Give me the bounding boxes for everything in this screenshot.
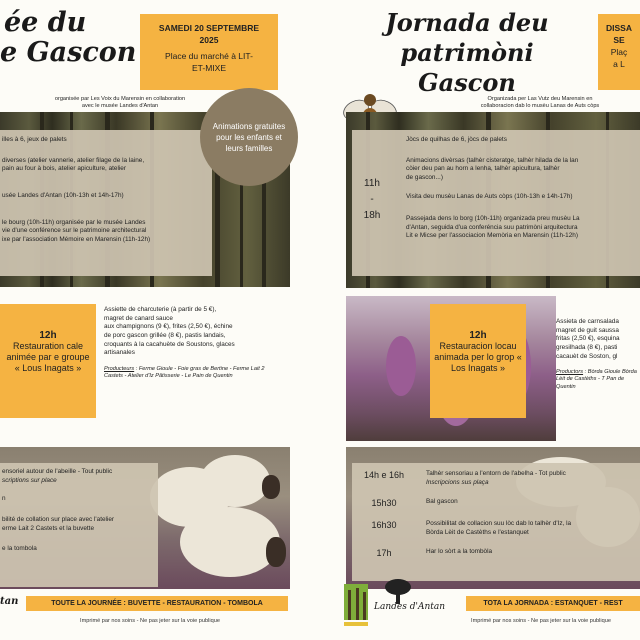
left-menu: [104, 306, 284, 380]
right-footer-banner-text: TOTA LA JORNADA : ESTANQUET - REST: [483, 600, 623, 607]
menu-line: fritas (2,50 €), esquina: [556, 335, 620, 343]
left-org-line2: avec le musée Landes d'Antan: [81, 103, 159, 110]
afternoon-item: [426, 470, 640, 498]
left-lunch-title: Restauration cale animée par e groupe « Lous Inagats »: [6, 341, 90, 373]
left-morning-item: illes à 6, jeux de palets: [2, 136, 67, 143]
right-org-line2: collaboracion dab lo musèu Lanas de Auts còps: [480, 103, 600, 110]
right-morning-times: [352, 176, 392, 224]
menu-line: gresilhada (8 €), pasti: [556, 343, 618, 351]
left-org-line1: organisée par Les Voix du Marensin en collaboration: [54, 96, 186, 102]
afternoon-time: 17h: [376, 548, 392, 558]
left-title-line2: e Gascon: [0, 37, 137, 68]
producers-list: : Bòrda Gioule Bòrda Lèit de Castèths - T Pan de Quentin: [556, 369, 637, 390]
left-morning-box: [0, 130, 212, 276]
right-date-box: [598, 14, 640, 90]
left-producers: [104, 366, 284, 381]
afternoon-item: [426, 520, 640, 548]
right-menu: [556, 318, 640, 391]
left-footer-banner: [26, 596, 288, 611]
right-title: [352, 8, 582, 98]
menu-line: magret de guit saussa: [556, 326, 619, 334]
afternoon-text: Bal gascon: [426, 498, 458, 505]
right-morning-item: Passejada dens lo borg (10h-11h) organizada preu musèu La: [406, 215, 580, 223]
right-page: [322, 0, 640, 640]
landes-antan-logo-text: Landes d'Antan: [374, 602, 446, 612]
left-afternoon-item: e la tombola: [2, 545, 37, 553]
left-afternoon-item: bilité de collation sur place avec l'atelier: [2, 515, 115, 523]
right-producers: [556, 369, 640, 391]
menu-line: aux champignons (9 €), frites (2,50 €), échine: [104, 323, 233, 331]
right-morning-item: còier deu pan au horn a lenha, talhèr apicultura, talhèr: [406, 165, 560, 173]
left-morning-item: pain au four à bois, atelier apiculture, atelier: [2, 165, 126, 173]
afternoon-text: Possibilitat de collacion suu lòc dab lo talhèr d'Iz, la Bòrda Lèit de Castèths e l'estanquet: [426, 520, 572, 536]
producers-label: Productors: [556, 369, 584, 376]
afternoon-sub: Inscripcions sus plaça: [426, 478, 489, 486]
menu-line: cacauèt de Soston, gl: [556, 352, 618, 360]
right-date-line2: SE: [613, 35, 625, 45]
left-afternoon-item: erme Lait 2 Castets et la buvette: [2, 524, 95, 532]
left-organizer: [10, 96, 230, 111]
menu-line: artisanales: [104, 349, 135, 357]
left-afternoon-item: ensoriel autour de l'abeille - Tout public: [2, 468, 113, 475]
time-start: 11h: [364, 178, 380, 189]
right-title-line2: patrimòni Gascon: [400, 38, 534, 97]
left-page: [0, 0, 318, 640]
right-afternoon-list: [426, 470, 640, 557]
afternoon-time: 16h30: [371, 520, 397, 530]
right-morning-box: [352, 130, 640, 276]
right-imprime: Imprimé par nos soins - Ne pas jeter sur la voie publique: [471, 618, 611, 624]
time-end: 18h: [363, 210, 381, 221]
left-footer-banner-text: TOUTE LA JOURNÉE : BUVETTE - RESTAURATION - TOMBOLA: [51, 600, 263, 607]
right-organizer: [442, 96, 638, 111]
producers-label: Producteurs: [104, 365, 135, 372]
right-morning-item: de gascon...): [406, 173, 443, 181]
left-lunch-box: [0, 304, 96, 418]
right-morning-item: d'Antan, seguida d'ua conferéncia suu patrimòni arquitectura: [406, 223, 578, 231]
left-afternoon-item: scriptions sur place: [2, 476, 57, 484]
left-place: Place du marché à LIT-ET-MIXE: [165, 51, 253, 73]
menu-line: magret de canard sauce: [104, 314, 173, 322]
left-title: [0, 8, 140, 68]
menu-line: de porc gascon grillée (8 €), pastis landais,: [104, 331, 226, 339]
left-title-line1: ée du: [4, 7, 87, 38]
free-animations-badge: [200, 88, 298, 186]
badge-text: Animations gratuites pour les enfants et leurs familles: [212, 121, 286, 153]
afternoon-item: [426, 548, 640, 557]
left-lunch-section: [0, 296, 290, 441]
left-date: SAMEDI 20 SEPTEMBRE 2025: [158, 23, 260, 45]
voix-marensin-logo-icon: [338, 576, 374, 634]
afternoon-item: [426, 498, 640, 520]
producers-list: : Ferme Gioule - Foie gras de Bertine - Ferme Lait 2 Castets - Atelier d'Iz Pâtisserie - Le Pain de Quentin: [104, 365, 265, 380]
right-morning-item: Visita deu musèu Lanas de Auts còps (10h-13h e 14h-17h): [406, 192, 573, 200]
right-morning-list: [406, 136, 640, 241]
left-morning-item: vie d'une conférence sur le patrimoine architectural: [2, 227, 147, 235]
right-title-line1: Jornada deu: [385, 8, 549, 37]
afternoon-time: 15h30: [371, 498, 397, 508]
left-afternoon-box: [0, 463, 158, 587]
right-lunch-title: Restauracion locau animada per lo grop « Los Inagats »: [434, 341, 522, 373]
menu-line: croquants à la cacahuète de Soustons, glaces: [104, 340, 235, 348]
right-lunch-time: 12h: [469, 330, 487, 341]
afternoon-text: Talhèr sensoriau a l'entorn de l'abelha - Tot public: [426, 470, 566, 477]
left-imprime: Imprimé par nos soins - Ne pas jeter sur la voie publique: [80, 618, 220, 624]
afternoon-time: 14h e 16h: [363, 470, 405, 480]
menu-line: Assieta de carnsalada: [556, 318, 619, 325]
right-morning-item: Animacions divèrsas (talhèr cisteratge, talhèr hilada de la lan: [406, 156, 579, 164]
left-morning-item: le bourg (10h-11h) organisée par le musée Landes: [2, 218, 146, 226]
right-org-line1: Organizada per Las Vutz deu Marensin en: [487, 96, 593, 102]
right-morning-item: Jòcs de quilhas de 6, jòcs de palets: [406, 136, 507, 143]
menu-line: Assiette de charcuterie (à partir de 5 €),: [104, 306, 217, 313]
left-morning-item: ixe par l'association Mémoire en Marensin (11h-12h): [2, 235, 151, 243]
right-morning-item: Lit e Micse per l'associacion Memòria en Marensin (11h-12h): [406, 232, 578, 240]
left-corner-logo-text: tan: [0, 596, 19, 607]
left-afternoon-item: n: [2, 495, 6, 503]
left-date-box: [140, 14, 278, 90]
left-morning-item: diverses (atelier vannerie, atelier filage de la laine,: [2, 156, 145, 164]
afternoon-text: Har lo sòrt a la tombòla: [426, 548, 493, 555]
left-morning-item: usée Landes d'Antan (10h-13h et 14h-17h): [2, 191, 124, 199]
right-lunch-box: [430, 304, 526, 418]
time-sep: -: [370, 194, 374, 205]
right-place1: Plaç: [610, 47, 628, 57]
right-afternoon-times: [352, 469, 416, 559]
right-date: DISSA: [606, 23, 632, 33]
landes-antan-tree-icon: [384, 578, 412, 604]
left-lunch-time: 12h: [39, 330, 57, 341]
right-place2: a L: [613, 59, 625, 69]
right-afternoon-box: [352, 463, 640, 581]
right-footer-banner: [466, 596, 640, 611]
